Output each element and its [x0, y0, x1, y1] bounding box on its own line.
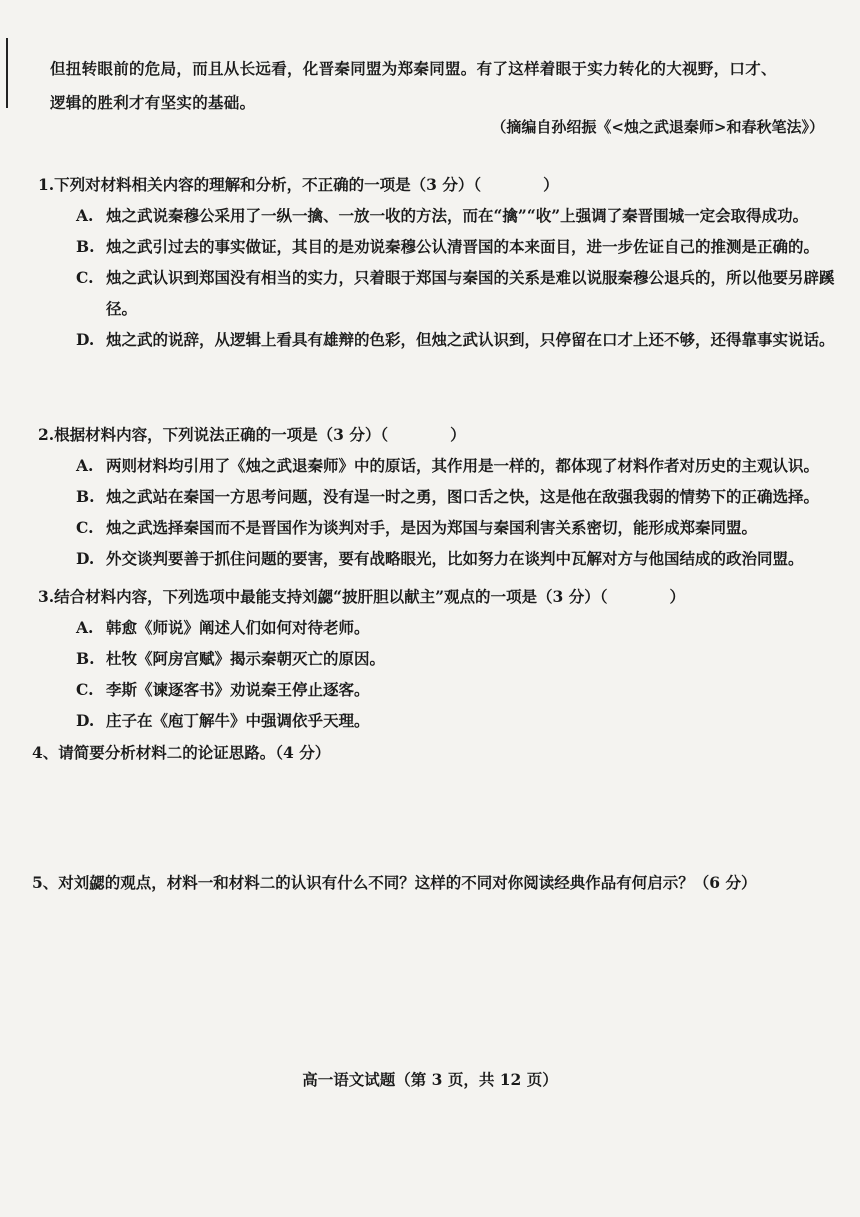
option-letter: A.	[76, 618, 94, 637]
passage-text	[50, 52, 840, 120]
option-letter: C.	[76, 518, 94, 537]
option-text: 庄子在《庖丁解牛》中强调依乎天理。	[106, 711, 370, 730]
option-a[interactable]	[38, 612, 838, 643]
option-letter: D.	[76, 330, 95, 349]
option-text: 烛之武说秦穆公采用了一纵一擒、一放一收的方法，而在“擒”“收”上强调了秦晋围城一定会取得成功。	[106, 206, 809, 225]
option-letter: B.	[76, 649, 95, 668]
option-a[interactable]	[38, 450, 838, 481]
option-d[interactable]	[38, 543, 838, 574]
option-text: 烛之武引过去的事实做证，其目的是劝说秦穆公认清晋国的本来面目，进一步佐证自己的推测是正确的。	[106, 237, 820, 256]
option-text: 烛之武的说辞，从逻辑上看具有雄辩的色彩，但烛之武认识到，只停留在口才上还不够，还得靠事实说话。	[106, 330, 835, 349]
option-letter: B.	[76, 237, 95, 256]
question-4: 4、请简要分析材料二的论证思路。（4 分）	[32, 743, 331, 762]
page-edge-line	[6, 38, 8, 108]
question-3	[38, 582, 838, 736]
option-c[interactable]	[38, 512, 838, 543]
question-stem: 2.根据材料内容，下列说法正确的一项是（3 分）（ ）	[38, 425, 466, 444]
option-letter: A.	[76, 206, 94, 225]
question-5: 5、对刘勰的观点，材料一和材料二的认识有什么不同？这样的不同对你阅读经典作品有何启示？（6 分）	[32, 873, 757, 892]
option-text: 韩愈《师说》阐述人们如何对待老师。	[106, 618, 370, 637]
option-b[interactable]	[38, 231, 838, 262]
option-d[interactable]	[38, 324, 838, 355]
option-letter: D.	[76, 549, 95, 568]
option-text: 李斯《谏逐客书》劝说秦王停止逐客。	[106, 680, 370, 699]
option-text: 烛之武站在秦国一方思考问题，没有逞一时之勇，图口舌之快，这是他在敌强我弱的情势下的正确选择。	[106, 487, 820, 506]
question-2	[38, 420, 838, 574]
passage-source: （摘编自孙绍振《<烛之武退秦师>和春秋笔法》）	[491, 118, 824, 136]
question-stem: 1.下列对材料相关内容的理解和分析，不正确的一项是（3 分）（ ）	[38, 175, 559, 194]
option-c[interactable]	[38, 262, 838, 324]
option-text: 外交谈判要善于抓住问题的要害，要有战略眼光，比如努力在谈判中瓦解对方与他国结成的政治同盟。	[106, 549, 804, 568]
option-d[interactable]	[38, 705, 838, 736]
option-letter: C.	[76, 268, 94, 287]
page-footer: 高一语文试题（第 3 页，共 12 页）	[302, 1070, 558, 1089]
option-b[interactable]	[38, 481, 838, 512]
option-a[interactable]	[38, 200, 838, 231]
option-letter: D.	[76, 711, 95, 730]
option-letter: C.	[76, 680, 94, 699]
option-c[interactable]	[38, 674, 838, 705]
option-text: 烛之武选择秦国而不是晋国作为谈判对手，是因为郑国与秦国利害关系密切，能形成郑秦同盟。	[106, 518, 758, 537]
option-text: 杜牧《阿房宫赋》揭示秦朝灭亡的原因。	[106, 649, 386, 668]
passage-line: 但扭转眼前的危局，而且从长远看，化晋秦同盟为郑秦同盟。有了这样着眼于实力转化的大视野，口才、	[50, 59, 777, 78]
question-stem: 3.结合材料内容，下列选项中最能支持刘勰“披肝胆以献主”观点的一项是（3 分）（ ）	[38, 587, 685, 606]
passage-line: 逻辑的胜利才有坚实的基础。	[50, 93, 256, 112]
option-text: 两则材料均引用了《烛之武退秦师》中的原话，其作用是一样的，都体现了材料作者对历史的主观认识。	[106, 456, 820, 475]
option-letter: A.	[76, 456, 94, 475]
option-text: 烛之武认识到郑国没有相当的实力，只着眼于郑国与秦国的关系是难以说服秦穆公退兵的，所以他要另辟蹊径。	[106, 268, 835, 318]
option-b[interactable]	[38, 643, 838, 674]
question-1	[38, 170, 838, 355]
option-letter: B.	[76, 487, 95, 506]
